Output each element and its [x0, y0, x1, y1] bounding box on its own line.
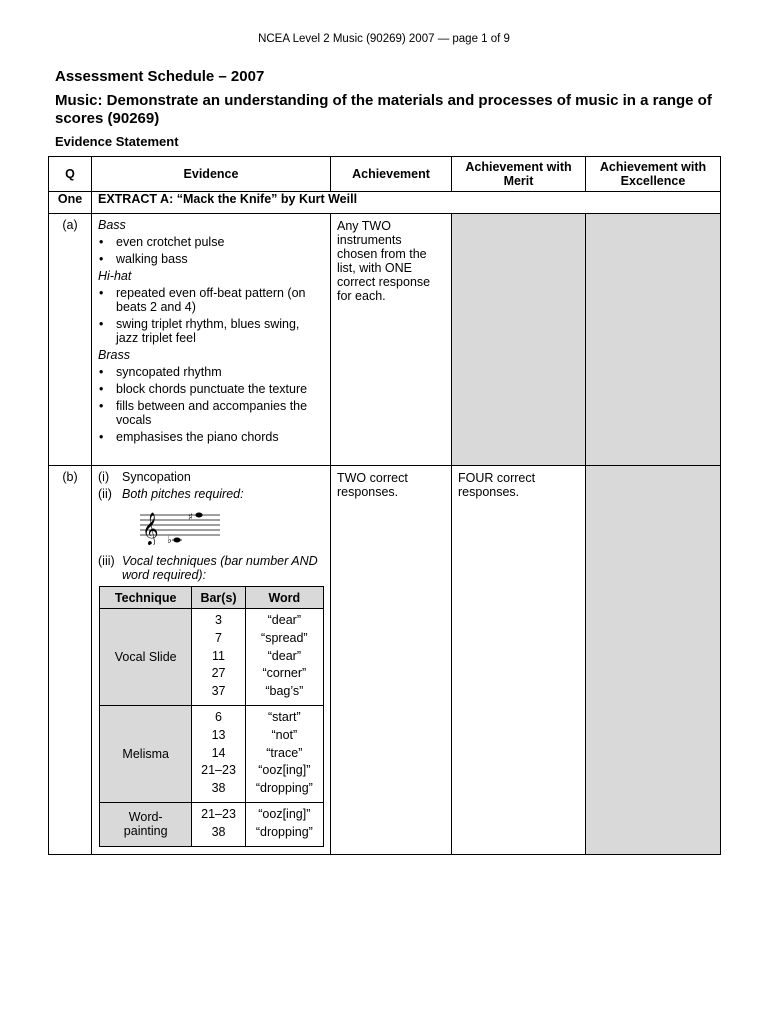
question-label: One — [49, 192, 92, 214]
section-label: Evidence Statement — [55, 134, 179, 149]
words-cell — [245, 609, 323, 706]
evidence-table — [48, 156, 721, 855]
treble-staff-icon — [140, 505, 224, 545]
bar-number: 3 — [215, 613, 222, 627]
bar-number: 37 — [211, 684, 226, 699]
bar-number: 21–23 — [201, 763, 236, 778]
word: “dear” — [267, 648, 301, 663]
list-item: • even crotchet pulse — [98, 235, 324, 249]
sub-text: Both pitches required: — [122, 487, 244, 501]
part-a-evidence — [92, 214, 331, 466]
word: “ooz[ing]” — [258, 763, 311, 778]
part-a-label: (a) — [49, 214, 92, 466]
col-q: Q — [49, 157, 92, 192]
word: “dropping” — [255, 824, 313, 839]
part-b-iii — [98, 554, 324, 582]
svg-text:𝄞: 𝄞 — [142, 512, 159, 545]
sub-text: Syncopation — [122, 470, 191, 484]
word: “trace” — [266, 745, 303, 760]
group-name: Bass — [98, 218, 126, 232]
bar-number: 21–23 — [201, 806, 236, 821]
bars-cell — [192, 802, 245, 846]
table-row — [100, 802, 324, 846]
part-b-achievement: TWO correct responses. — [331, 466, 452, 855]
music-staff-image — [140, 505, 324, 548]
col-evidence: Evidence — [92, 157, 331, 192]
col-merit: Achievement with Merit — [452, 157, 586, 192]
bar-number: 27 — [211, 666, 226, 681]
col-achievement: Achievement — [331, 157, 452, 192]
part-b-ii — [98, 487, 324, 501]
list-item: • block chords punctuate the texture — [98, 382, 324, 396]
part-b-evidence — [92, 466, 331, 855]
table-row — [100, 705, 324, 802]
word: “dropping” — [255, 781, 313, 796]
part-a-achievement: Any TWO instruments chosen from the list, with ONE correct response for each. — [331, 214, 452, 466]
technique-header-row — [100, 587, 324, 609]
sub-number: (iii) — [98, 554, 115, 568]
group-name: Brass — [98, 348, 130, 362]
technique-table — [99, 586, 324, 847]
part-b-merit: FOUR correct responses. — [452, 466, 586, 855]
list-item: • walking bass — [98, 252, 324, 266]
list-item: • emphasises the piano chords — [98, 430, 324, 444]
word-header: Word — [245, 587, 323, 609]
svg-text:♯: ♯ — [188, 512, 193, 523]
list-item: • repeated even off-beat pattern (on beats 2 and 4) — [98, 286, 324, 314]
bar-number: 7 — [215, 630, 222, 645]
list-item: • swing triplet rhythm, blues swing, jazz triplet feel — [98, 317, 324, 345]
bass-list — [98, 235, 324, 266]
bar-number: 13 — [211, 727, 226, 742]
bars-cell — [192, 705, 245, 802]
part-b-i — [98, 470, 324, 484]
word: “dear” — [267, 613, 301, 627]
technique-name: Vocal Slide — [100, 609, 192, 706]
list-item: • fills between and accompanies the vocals — [98, 399, 324, 427]
table-row — [100, 609, 324, 706]
bars-cell — [192, 609, 245, 706]
part-b-excellence-cell — [586, 466, 721, 855]
part-b-row — [49, 466, 721, 855]
list-item: • syncopated rhythm — [98, 365, 324, 379]
word: “corner” — [262, 666, 307, 681]
question-row — [49, 192, 721, 214]
technique-name: Melisma — [100, 705, 192, 802]
word: “spread” — [261, 630, 308, 645]
page-subtitle: Music: Demonstrate an understanding of the materials and processes of music in a range of scores (90269) — [55, 92, 712, 127]
bars-header: Bar(s) — [192, 587, 245, 609]
part-a-excellence-cell — [586, 214, 721, 466]
svg-text:♭: ♭ — [167, 535, 172, 545]
bar-number: 6 — [215, 709, 222, 724]
running-head: NCEA Level 2 Music (90269) 2007 — page 1 of 9 — [258, 33, 510, 45]
part-b-label: (b) — [49, 466, 92, 855]
part-a-row — [49, 214, 721, 466]
page-title: Assessment Schedule – 2007 — [55, 68, 265, 85]
hihat-list — [98, 286, 324, 345]
extract-title: EXTRACT A: “Mack the Knife” by Kurt Weill — [92, 192, 721, 214]
technique-header: Technique — [100, 587, 192, 609]
word: “bag’s” — [265, 684, 304, 699]
brass-list — [98, 365, 324, 444]
bar-number: 38 — [211, 824, 226, 839]
table-header-row — [49, 157, 721, 192]
bar-number: 14 — [211, 745, 226, 760]
bar-number: 11 — [212, 648, 226, 663]
word: “not” — [271, 727, 298, 742]
sub-text: Vocal techniques (bar number AND word required): — [122, 554, 318, 582]
col-excellence: Achievement with Excellence — [586, 157, 721, 192]
words-cell — [245, 802, 323, 846]
word: “start” — [268, 709, 301, 724]
part-a-merit-cell — [452, 214, 586, 466]
group-name: Hi-hat — [98, 269, 132, 283]
words-cell — [245, 705, 323, 802]
word: “ooz[ing]” — [258, 806, 311, 821]
bar-number: 38 — [211, 781, 226, 796]
sub-number: (ii) — [98, 487, 112, 501]
technique-name: Word-painting — [100, 802, 192, 846]
sub-number: (i) — [98, 470, 110, 484]
